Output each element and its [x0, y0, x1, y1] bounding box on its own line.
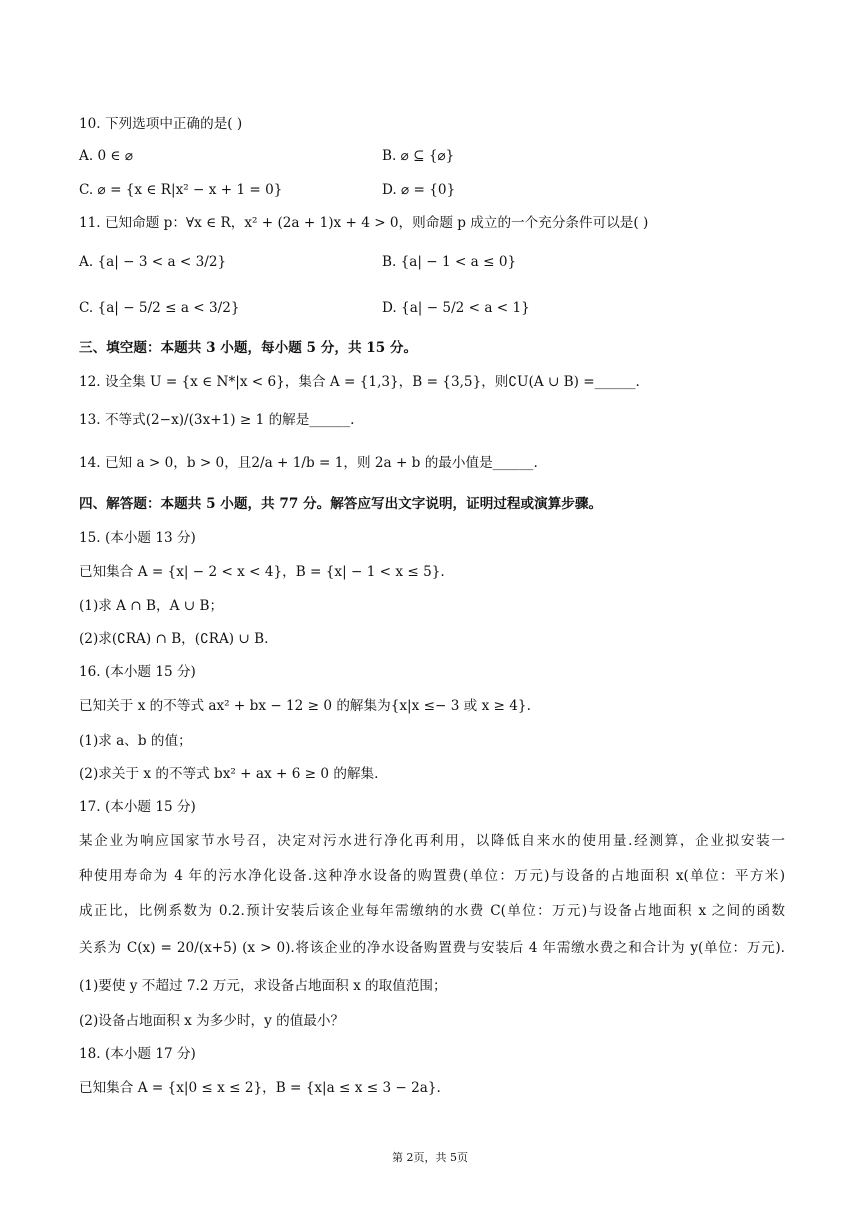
option-11d: D. {a| − 5/2 < a < 1} — [382, 300, 530, 316]
section-3-heading: 三、填空题：本题共 3 小题，每小题 5 分，共 15 分。 — [79, 340, 418, 356]
question-14: 14. 已知 a > 0，b > 0，且2/a + 1/b = 1，则 2a + b 的最小值是______. — [79, 455, 538, 471]
option-10a: A. 0 ∈ ⌀ — [79, 148, 133, 164]
question-16-title: 16. (本小题 15 分) — [79, 664, 196, 680]
question-13: 13. 不等式(2−x)/(3x+1) ≥ 1 的解是______. — [79, 412, 355, 428]
question-18-title: 18. (本小题 17 分) — [79, 1046, 196, 1062]
question-17-title: 17. (本小题 15 分) — [79, 799, 196, 815]
question-17-paragraph-line-1: 某企业为响应国家节水号召，决定对污水进行净化再利用，以降低自来水的使用量.经测算，企业拟安装一 — [79, 833, 785, 849]
option-11c: C. {a| − 5/2 ≤ a < 3/2} — [79, 300, 240, 316]
option-11a: A. {a| − 3 < a < 3/2} — [79, 254, 227, 270]
question-17-paragraph-line-2: 种使用寿命为 4 年的污水净化设备.这种净水设备的购置费(单位：万元)与设备的占地面积 x(单位：平方米) — [79, 868, 785, 884]
question-18-text: 已知集合 A = {x|0 ≤ x ≤ 2}，B = {x|a ≤ x ≤ 3 − 2a}. — [79, 1080, 441, 1096]
question-12: 12. 设全集 U = {x ∈ N*|x < 6}，集合 A = {1,3}，B = {3,5}，则∁U(A ∪ B) =______. — [79, 374, 640, 390]
question-17-paragraph-line-4: 关系为 C(x) = 20/(x+5) (x > 0).将该企业的净水设备购置费与安装后 4 年需缴水费之和合计为 y(单位：万元). — [79, 940, 785, 956]
question-10: 10. 下列选项中正确的是( ) — [79, 116, 243, 132]
question-15-part-2: (2)求(∁RA) ∩ B，(∁RA) ∪ B. — [79, 631, 269, 647]
question-17-paragraph-line-3: 成正比，比例系数为 0.2.预计安装后该企业每年需缴纳的水费 C(单位：万元)与设备占地面积 x 之间的函数 — [79, 903, 785, 919]
question-17-part-2: (2)设备占地面积 x 为多少时，y 的值最小？ — [79, 1013, 345, 1029]
question-16-text: 已知关于 x 的不等式 ax² + bx − 12 ≥ 0 的解集为{x|x ≤− 3 或 x ≥ 4}. — [79, 698, 531, 714]
option-10d: D. ⌀ = {0} — [382, 182, 456, 198]
question-16-part-2: (2)求关于 x 的不等式 bx² + ax + 6 ≥ 0 的解集. — [79, 766, 379, 782]
option-11b: B. {a| − 1 < a ≤ 0} — [382, 254, 517, 270]
question-15-text: 已知集合 A = {x| − 2 < x < 4}，B = {x| − 1 < x ≤ 5}. — [79, 564, 445, 580]
option-10b: B. ⌀ ⊆ {⌀} — [382, 148, 455, 164]
option-10c: C. ⌀ = {x ∈ R|x² − x + 1 = 0} — [79, 182, 283, 198]
question-17-part-1: (1)要使 y 不超过 7.2 万元，求设备占地面积 x 的取值范围； — [79, 978, 447, 994]
section-4-heading: 四、解答题：本题共 5 小题，共 77 分。解答应写出文字说明，证明过程或演算步骤。 — [79, 496, 603, 512]
question-15-part-1: (1)求 A ∩ B，A ∪ B； — [79, 598, 224, 614]
question-16-part-1: (1)求 a、b 的值； — [79, 733, 192, 749]
question-11: 11. 已知命题 p：∀x ∈ R，x² + (2a + 1)x + 4 > 0，则命题 p 成立的一个充分条件可以是( ) — [79, 215, 649, 231]
question-15-title: 15. (本小题 13 分) — [79, 530, 196, 546]
page-footer: 第 2页，共 5页 — [392, 1151, 468, 1164]
